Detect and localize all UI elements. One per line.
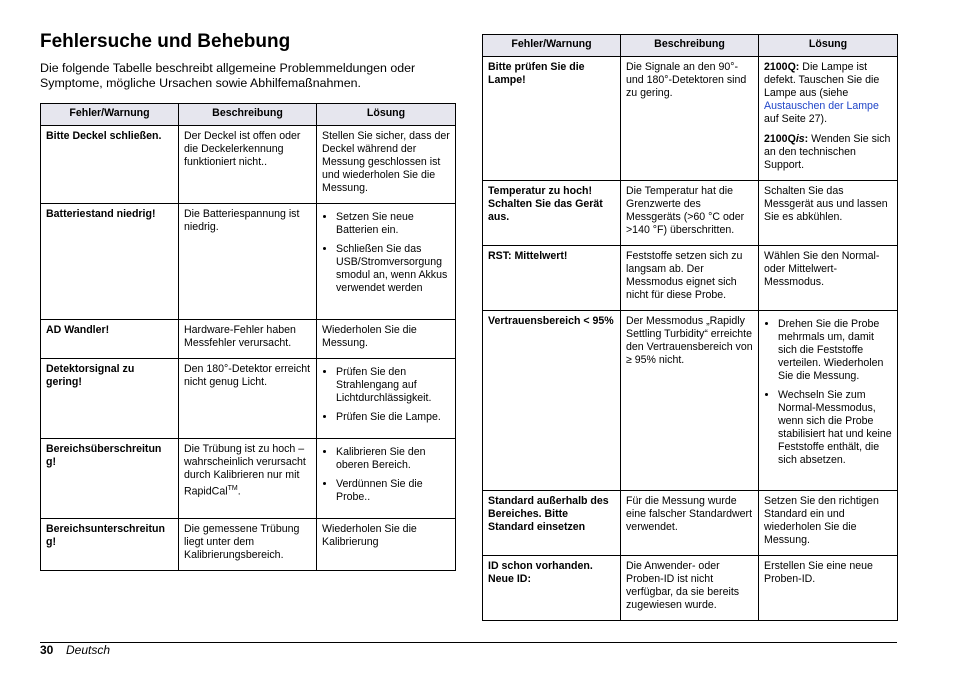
intro-paragraph: Die folgende Tabelle beschreibt allgemeine Problemmeldungen oder Symptome, mögliche Ursachen sowie Abhilfemaßnahmen. — [40, 61, 416, 90]
solution-cell — [759, 57, 898, 181]
solution-cell — [317, 359, 456, 439]
table-row — [41, 519, 456, 571]
column-header-error: Fehler/Warnung — [41, 104, 179, 126]
solution-list — [322, 446, 450, 504]
error-cell: ID schon vorhanden. Neue ID: — [483, 556, 621, 621]
solution-cell: Stellen Sie sicher, dass der Deckel während der Messung geschlossen ist und wiederholen Sie die Messung. — [317, 126, 456, 204]
solution-cell: Erstellen Sie eine neue Proben-ID. — [759, 556, 898, 621]
description-cell: Die Batteriespannung ist niedrig. — [179, 204, 317, 320]
table-row — [41, 359, 456, 439]
solution-cell: Wählen Sie den Normal- oder Mittelwert-Messmodus. — [759, 246, 898, 311]
error-cell: RST: Mittelwert! — [483, 246, 621, 311]
table-row — [483, 556, 898, 621]
list-item: • Setzen Sie neue Batterien ein. — [336, 211, 450, 237]
column-header-error: Fehler/Warnung — [483, 35, 621, 57]
description-cell: Der Messmodus „Rapidly Settling Turbidity“ erreichte den Vertrauensbereich von ≥ 95% nicht. — [621, 311, 759, 491]
table-row — [483, 491, 898, 556]
description-cell: Für die Messung wurde eine falscher Standardwert verwendet. — [621, 491, 759, 556]
description-cell: Feststoffe setzen sich zu langsam ab. Der Messmodus eignet sich nicht für diese Probe. — [621, 246, 759, 311]
table-row — [483, 181, 898, 246]
column-header-description: Beschreibung — [621, 35, 759, 57]
table-row — [483, 57, 898, 181]
list-item: • Prüfen Sie den Strahlengang auf Lichtdurchlässigkeit. — [336, 366, 450, 405]
error-cell: Bitte prüfen Sie die Lampe! — [483, 57, 621, 181]
solution-cell: Wiederholen Sie die Messung. — [317, 320, 456, 359]
solution-text: Wenden Sie sich an den technischen Support. — [764, 133, 891, 171]
description-cell: Den 180°-Detektor erreicht nicht genug Licht. — [179, 359, 317, 439]
description-cell: Die gemessene Trübung liegt unter dem Kalibrierungsbereich. — [179, 519, 317, 571]
column-header-description: Beschreibung — [179, 104, 317, 126]
replace-lamp-link[interactable]: Austauschen der Lampe — [764, 100, 879, 112]
list-item: • Kalibrieren Sie den oberen Bereich. — [336, 446, 450, 472]
error-cell: Bitte Deckel schließen. — [41, 126, 179, 204]
model-label: 2100Qis: — [764, 133, 809, 145]
table-row — [41, 126, 456, 204]
table-row — [41, 320, 456, 359]
description-text: Die Trübung ist zu hoch – wahrscheinlich verursacht durch Kalibrieren nur mit RapidCal — [184, 443, 306, 498]
description-cell: Der Deckel ist offen oder die Deckelerkennung funktioniert nicht.. — [179, 126, 317, 204]
solution-text-end: auf Seite 27). — [764, 113, 828, 125]
table-row — [41, 439, 456, 519]
description-cell: Die Anwender- oder Proben-ID ist nicht verfügbar, da sie bereits zugewiesen wurde. — [621, 556, 759, 621]
page-heading: Fehlersuche und Behebung — [40, 31, 291, 52]
list-item: • Wechseln Sie zum Normal-Messmodus, wenn sich die Probe stabilisiert hat und keine Feststoffe enthält, die sich absetzen. — [778, 389, 892, 467]
solution-paragraph — [764, 61, 892, 126]
model-label: 2100Q: — [764, 61, 800, 73]
error-cell: Bereichsüberschreitun g! — [41, 439, 179, 519]
error-cell: Standard außerhalb des Bereiches. Bitte Standard einsetzen — [483, 491, 621, 556]
table-row — [483, 311, 898, 491]
table-header-row — [41, 104, 456, 126]
solution-list — [322, 211, 450, 295]
table-header-row — [483, 35, 898, 57]
troubleshooting-table-left — [40, 103, 456, 571]
solution-cell — [759, 311, 898, 491]
list-item: • Schließen Sie das USB/Stromversorgung smodul an, wenn Akkus verwendet werden — [336, 243, 450, 295]
description-end: . — [237, 485, 241, 498]
footer-divider — [40, 642, 897, 643]
list-item: • Prüfen Sie die Lampe. — [336, 411, 450, 424]
solution-cell — [317, 439, 456, 519]
error-cell: Batteriestand niedrig! — [41, 204, 179, 320]
solution-list — [322, 366, 450, 424]
trademark-superscript: TM — [227, 485, 238, 492]
description-cell: Die Signale an den 90°- und 180°-Detektoren sind zu gering. — [621, 57, 759, 181]
error-cell: AD Wandler! — [41, 320, 179, 359]
description-cell — [179, 439, 317, 519]
description-cell: Die Temperatur hat die Grenzwerte des Messgeräts (>60 °C oder >140 °F) überschritten. — [621, 181, 759, 246]
page-number: 30 — [40, 643, 54, 657]
error-cell: Detektorsignal zu gering! — [41, 359, 179, 439]
error-cell: Temperatur zu hoch! Schalten Sie das Gerät aus. — [483, 181, 621, 246]
list-item: • Verdünnen Sie die Probe.. — [336, 478, 450, 504]
solution-paragraph — [764, 133, 892, 172]
error-cell: Bereichsunterschreitun g! — [41, 519, 179, 571]
solution-list — [764, 318, 892, 467]
solution-cell: Schalten Sie das Messgerät aus und lassen Sie es abkühlen. — [759, 181, 898, 246]
table-row — [483, 246, 898, 311]
solution-cell: Wiederholen Sie die Kalibrierung — [317, 519, 456, 571]
solution-cell — [317, 204, 456, 320]
description-cell: Hardware-Fehler haben Messfehler verursacht. — [179, 320, 317, 359]
footer-language: Deutsch — [66, 643, 111, 657]
table-row — [41, 204, 456, 320]
solution-cell: Setzen Sie den richtigen Standard ein und wiederholen Sie die Messung. — [759, 491, 898, 556]
column-header-solution: Lösung — [759, 35, 898, 57]
column-header-solution: Lösung — [317, 104, 456, 126]
solution-text: Die Lampe ist defekt. Tauschen Sie die Lampe aus (siehe — [764, 61, 880, 99]
list-item: • Drehen Sie die Probe mehrmals um, damit sich die Feststoffe verteilen. Wiederholen Sie die Messung. — [778, 318, 892, 383]
error-cell: Vertrauensbereich < 95% — [483, 311, 621, 491]
troubleshooting-table-right — [482, 34, 898, 621]
